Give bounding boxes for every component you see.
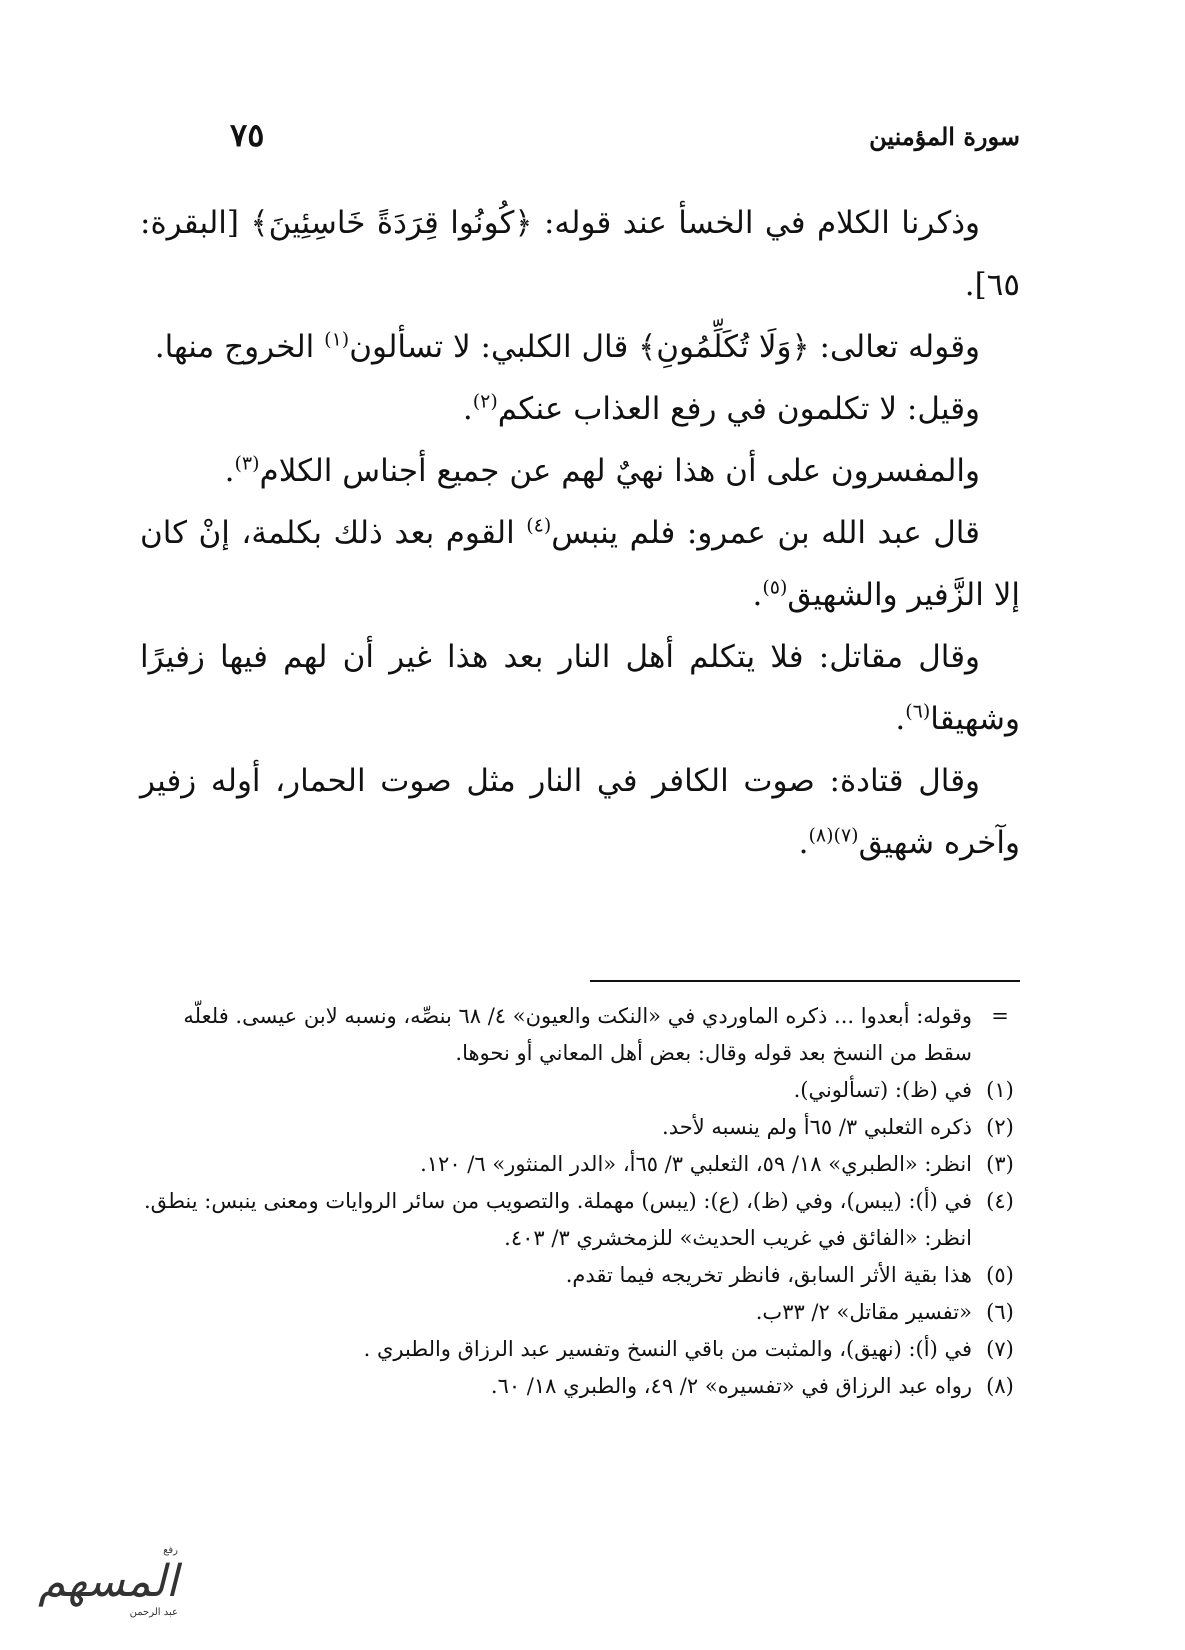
footnote-mark: = xyxy=(991,1004,1009,1028)
footnote: (٥) هذا بقية الأثر السابق، فانظر تخريجه فيما تقدم. xyxy=(140,1257,1020,1294)
logo-small-text: رفع xyxy=(163,1545,178,1556)
footnote: (٨) رواه عبد الرزاق في «تفسيره» ٢/ ٤٩، والطبري ١٨/ ٦٠. xyxy=(140,1368,1020,1405)
footnote-ref: (٨) xyxy=(808,824,834,847)
footnote-divider xyxy=(590,980,1020,982)
footnote: (٢) ذكره الثعلبي ٣/ ٦٥أ ولم ينسبه لأحد. xyxy=(140,1109,1020,1146)
paragraph: وقال قتادة: صوت الكافر في النار مثل صوت الحمار، أوله زفير وآخره شهيق$^{(٧)(٨)}$. xyxy=(140,763,1020,861)
footnote-ref: (٤) xyxy=(526,514,552,537)
paragraph: وقوله تعالى: ﴿وَلَا تُكَلِّمُونِ﴾ قال الكلبي: لا تسألون$^{(١)}$ الخروج منها. xyxy=(154,328,980,365)
publisher-logo xyxy=(18,1545,178,1625)
footnotes xyxy=(140,998,1020,1405)
surah-title: سورة المؤمنين xyxy=(869,122,1020,151)
paragraph: قال عبد الله بن عمرو: فلم ينبس$^{(٤)}$ القوم بعد ذلك بكلمة، إنْ كان إلا الزَّفير والشهيق$^{(٥)}$. xyxy=(140,514,1020,613)
footnote-ref: (٦) xyxy=(905,700,931,723)
page xyxy=(140,110,1020,1610)
footnote: (٤) في (أ): (يبس)، وفي (ظ)، (ع): (يبس) مهملة. والتصويب من سائر الروايات ومعنى ينبس: ينطق. انظر: «الفائق في غريب الحديث» للزمخشري ٣/ ٤٠٣. xyxy=(140,1183,1020,1257)
footnote: = وقوله: أبعدوا ... ذكره الماوردي في «النكت والعيون» ٤/ ٦٨ بنصِّه، ونسبه لابن عيسى. فلعلّه سقط من النسخ بعد قوله وقال: بعض أهل المعاني أو نحوها. xyxy=(140,998,1020,1072)
footnote-ref: (٥) xyxy=(762,576,788,599)
footnote-ref: (٧) xyxy=(833,824,859,847)
footnote-ref: (١) xyxy=(324,328,350,351)
logo-main-text: المسهم xyxy=(38,1556,178,1607)
footnote: (٣) انظر: «الطبري» ١٨/ ٥٩، الثعلبي ٣/ ٦٥أ، «الدر المنثور» ٦/ ١٢٠. xyxy=(140,1146,1020,1183)
footnote-mark: (٨) xyxy=(986,1374,1014,1398)
logo-tagline: عبد الرحمن xyxy=(129,1607,178,1618)
footnote: (٦) «تفسير مقاتل» ٢/ ٣٣ب. xyxy=(140,1294,1020,1331)
footnote: (١) في (ظ): (تسألوني). xyxy=(140,1072,1020,1109)
footnote-mark: (٤) xyxy=(986,1189,1014,1213)
paragraph: والمفسرون على أن هذا نهيٌ لهم عن جميع أجناس الكلام$^{(٣)}$. xyxy=(224,452,980,489)
page-header xyxy=(140,116,1020,162)
footnote-ref: (٢) xyxy=(472,390,498,413)
paragraph: وذكرنا الكلام في الخسأ عند قوله: ﴿كُونُوا قِرَدَةً خَاسِئِينَ﴾ [البقرة: ٦٥]. xyxy=(140,205,1020,303)
page-number: ٧٥ xyxy=(230,116,265,154)
footnote-mark: (٧) xyxy=(986,1337,1014,1361)
footnote-mark: (٢) xyxy=(986,1115,1014,1139)
footnote-mark: (٦) xyxy=(986,1300,1014,1324)
footnote-mark: (٣) xyxy=(986,1152,1014,1176)
footnote-mark: (٥) xyxy=(986,1263,1014,1287)
footnote-mark: (١) xyxy=(986,1078,1014,1102)
footnote-ref: (٣) xyxy=(234,452,260,475)
paragraph: وقيل: لا تكلمون في رفع العذاب عنكم$^{(٢)}$. xyxy=(462,390,980,427)
footnote: (٧) في (أ): (نهيق)، والمثبت من باقي النسخ وتفسير عبد الرزاق والطبري . xyxy=(140,1331,1020,1368)
paragraph: وقال مقاتل: فلا يتكلم أهل النار بعد هذا غير أن لهم فيها زفيرًا وشهيقا$^{(٦)}$. xyxy=(140,639,1020,737)
main-text xyxy=(140,192,1020,874)
